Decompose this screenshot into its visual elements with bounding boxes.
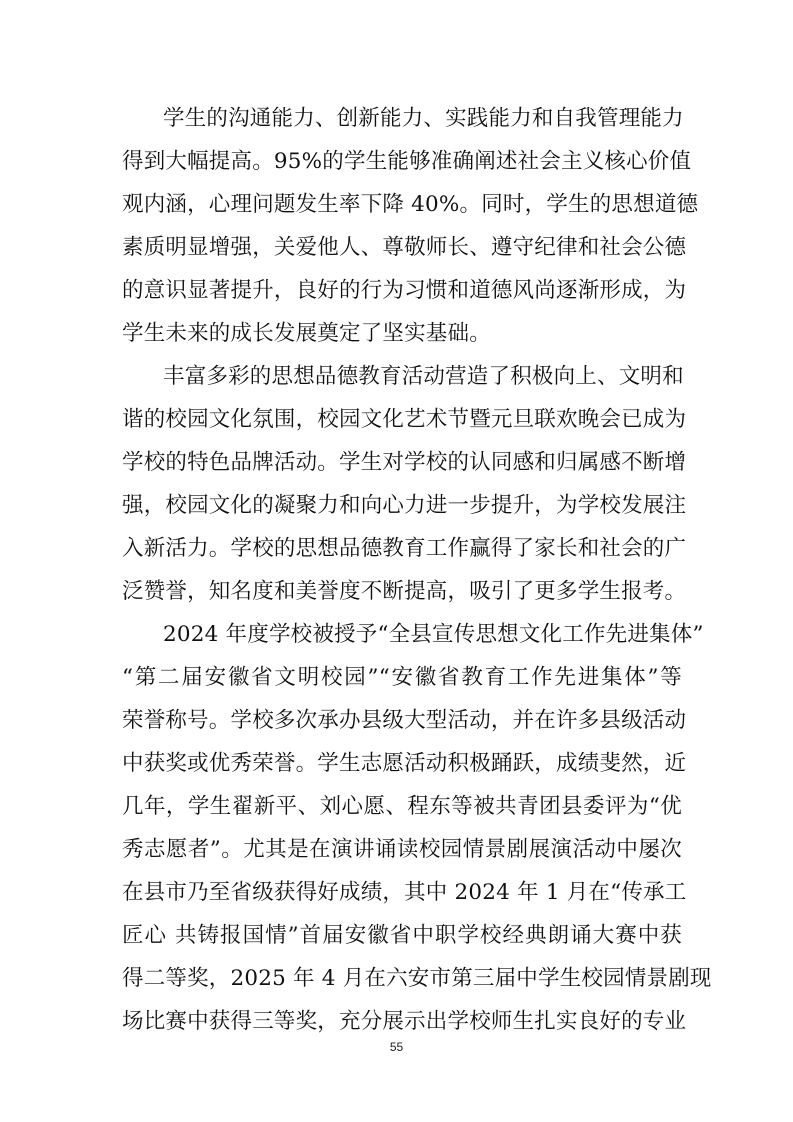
- paragraph-1-line-6: 学生未来的成长发展奠定了坚实基础。: [122, 321, 491, 346]
- paragraph-1-line-4: 素质明显增强，关爱他人、尊敬师长、遵守纪律和社会公德: [122, 235, 687, 260]
- paragraph-2-line-5: 入新活力。学校的思想品德教育工作赢得了家长和社会的广: [122, 536, 687, 561]
- paragraph-3-line-4: 中获奖或优秀荣誉。学生志愿活动积极踊跃，成绩斐然，近: [122, 751, 687, 776]
- paragraph-1-line-3: 观内涵，心理问题发生率下降 40%。同时，学生的思想道德: [122, 192, 699, 217]
- paragraph-2-line-2: 谐的校园文化氛围，校园文化艺术节暨元旦联欢晚会已成为: [122, 407, 687, 432]
- paragraph-3-line-10: 场比赛中获得三等奖，充分展示出学校师生扎实良好的专业: [122, 1009, 687, 1034]
- paragraph-3-line-2: “第二届安徽省文明校园”“安徽省教育工作先进集体”等: [122, 665, 682, 690]
- paragraph-1-line-1: 学生的沟通能力、创新能力、实践能力和自我管理能力: [163, 106, 684, 131]
- paragraph-3-line-5: 几年，学生翟新平、刘心愿、程东等被共青团县委评为“优: [122, 794, 682, 819]
- paragraph-3-line-7: 在县市乃至省级获得好成绩，其中 2024 年 1 月在“传承工: [122, 880, 687, 905]
- paragraph-2-line-6: 泛赞誉，知名度和美誉度不断提高，吸引了更多学生报考。: [122, 579, 687, 604]
- paragraph-1-line-5: 的意识显著提升，良好的行为习惯和道德风尚逐渐形成，为: [122, 278, 687, 303]
- paragraph-3-line-1: 2024 年度学校被授予“全县宣传思想文化工作先进集体”: [163, 622, 704, 647]
- paragraph-2-line-3: 学校的特色品牌活动。学生对学校的认同感和归属感不断增: [122, 450, 687, 475]
- paragraph-2-line-4: 强，校园文化的凝聚力和向心力进一步提升，为学校发展注: [122, 493, 687, 518]
- paragraph-3-line-3: 荣誉称号。学校多次承办县级大型活动，并在许多县级活动: [122, 708, 687, 733]
- paragraph-3-line-8: 匠心 共铸报国情”首届安徽省中职学校经典朗诵大赛中获: [122, 923, 682, 948]
- page-number: 55: [389, 1040, 404, 1054]
- paragraph-3-line-9: 得二等奖，2025 年 4 月在六安市第三届中学生校园情景剧现: [122, 966, 712, 991]
- paragraph-3-line-6: 秀志愿者”。尤其是在演讲诵读校园情景剧展演活动中屡次: [122, 837, 682, 862]
- paragraph-2-line-1: 丰富多彩的思想品德教育活动营造了积极向上、文明和: [163, 364, 684, 389]
- paragraph-1-line-2: 得到大幅提高。95%的学生能够准确阐述社会主义核心价值: [122, 149, 692, 174]
